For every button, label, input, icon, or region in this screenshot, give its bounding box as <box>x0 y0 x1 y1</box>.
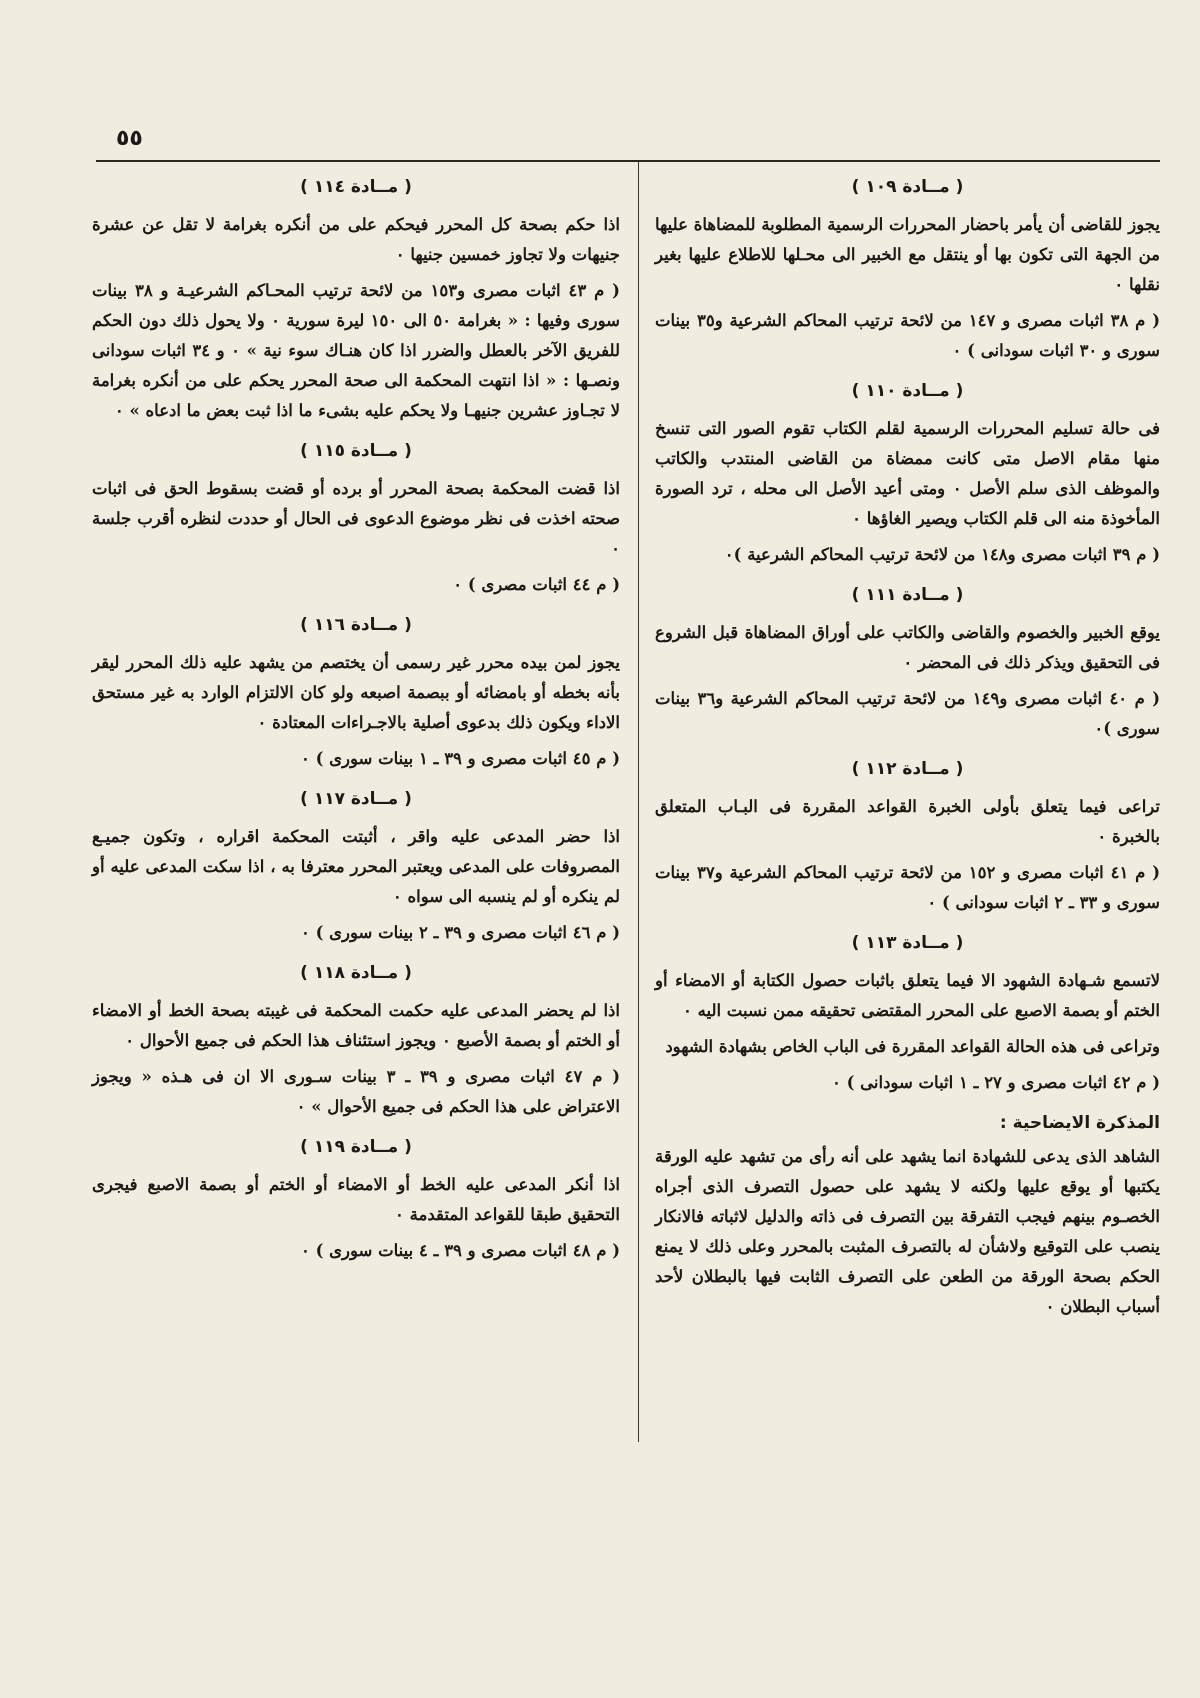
page-number: ٥٥ <box>116 126 143 151</box>
article-reference: ( م ٤٥ اثبات مصرى و ٣٩ ـ ١ بينات سورى ) ٠ <box>300 749 620 768</box>
article-111 <box>655 580 1160 744</box>
article-text: اذا حكم بصحة كل المحرر فيحكم على من أنكره بغرامة لا تقل عن عشرة جنيهات ولا تجاوز خمسين جنيها ٠ <box>92 215 620 264</box>
memo-title: المذكرة الايضاحية : <box>999 1113 1160 1133</box>
article-reference: ( م ٤١ اثبات مصرى و ١٥٢ من لائحة ترتيب المحاكم الشرعية و٣٧ بينات سورى و ٣٣ ـ ٢ اثبات سودانى ) ٠ <box>655 863 1161 912</box>
article-title: ( مــادة ١١٢ ) <box>851 759 964 779</box>
article-text: لاتسمع شـهادة الشهود الا فيما يتعلق باثبات حصول الكتابة أو الامضاء أو الختم أو بصمة الاصبع على المحرر المقتضى تحقيقه ممن نسبت اليه ٠ <box>655 971 1160 1020</box>
article-119 <box>92 1132 620 1266</box>
article-115 <box>92 436 620 600</box>
article-117 <box>92 784 620 948</box>
article-title: ( مــادة ١١٤ ) <box>300 177 412 197</box>
article-title: ( مــادة ١١٩ ) <box>300 1137 412 1157</box>
explanatory-memo <box>655 1108 1160 1322</box>
article-title: ( مــادة ١١٠ ) <box>851 381 964 401</box>
article-title: ( مــادة ١١٨ ) <box>300 963 412 983</box>
article-text-continued: وتراعى فى هذه الحالة القواعد المقررة فى الباب الخاص بشهادة الشهود <box>665 1037 1160 1056</box>
article-109 <box>655 172 1160 366</box>
article-text: يوقع الخبير والخصوم والقاضى والكاتب على أوراق المضاهاة قبل الشروع فى التحقيق ويذكر ذلك فى المحضر ٠ <box>655 623 1160 672</box>
memo-text: الشاهد الذى يدعى للشهادة انما يشهد على أنه رأى من تشهد عليه الورقة يكتبها أو يوقع عليها ولكنه لا يشهد على حصول التصرف الذى أجراه الخصـوم بينهم فيجب التفرقة بين التصرف فى ذاته والدليل لاثباته فالانكار ينصب على التوقيع ولاشأن له بالتصرف المثبت بالمحرر وعلى ذلك لا يمنع الحكم بصحة الورقة من الطعن على التصرف الثابت فيها بالبطلان لأحد أسباب البطلان ٠ <box>655 1147 1160 1316</box>
article-reference: ( م ٤٢ اثبات مصرى و ٢٧ ـ ١ اثبات سودانى ) ٠ <box>831 1073 1160 1092</box>
article-title: ( مــادة ١١٣ ) <box>851 933 964 953</box>
article-reference: ( م ٤٨ اثبات مصرى و ٣٩ ـ ٤ بينات سورى ) ٠ <box>300 1241 620 1260</box>
article-113 <box>655 928 1160 1098</box>
article-text: يجوز لمن بيده محرر غير رسمى أن يختصم من يشهد عليه ذلك المحرر ليقر بأنه بخطه أو بامضائه أو ببصمة اصبعه ولو كان الالتزام الوارد به غير مستحق الاداء ويكون ذلك بدعوى أصلية بالاجـراءات المعتادة ٠ <box>92 653 620 732</box>
article-title: ( مــادة ١٠٩ ) <box>851 177 964 197</box>
article-112 <box>655 754 1160 918</box>
left-column <box>92 168 620 1276</box>
article-text: اذا أنكر المدعى عليه الخط أو الامضاء أو الختم أو بصمة الاصبع فيجرى التحقيق طبقا للقواعد المتقدمة ٠ <box>92 1175 620 1224</box>
article-118 <box>92 958 620 1122</box>
article-reference: ( م ٤٠ اثبات مصرى و١٤٩ من لائحة ترتيب المحاكم الشرعية و٣٦ بينات سورى )٠ <box>655 689 1160 738</box>
article-title: ( مــادة ١١١ ) <box>851 585 964 605</box>
article-reference: ( م ٤٤ اثبات مصرى ) ٠ <box>453 575 620 594</box>
article-title: ( مــادة ١١٦ ) <box>300 615 412 635</box>
right-column <box>655 168 1160 1322</box>
column-divider <box>638 162 639 1442</box>
article-text: اذا قضت المحكمة بصحة المحرر أو برده أو قضت بسقوط الحق فى اثبات صحته اخذت فى نظر موضوع الدعوى فى الحال أو حددت لنظره أقرب جلسة ٠ <box>92 479 620 558</box>
article-reference: ( م ٤٣ اثبات مصرى و١٥٣ من لائحة ترتيب المحـاكم الشرعيـة و ٣٨ بينات سورى وفيها : « بغرامة ٥٠ الى ١٥٠ ليرة سورية ٠ ولا يحول ذلك دون الحكم للفريق الآخر بالعطل والضرر اذا كان هنـاك سوء نية » ٠ و ٣٤ اثبات سودانى ونصـها : « اذا انتهت المحكمة الى صحة المحرر يحكم على من أنكره بغرامة لا تجـاوز عشرين جنيهـا ولا يحكم عليه بشىء ما اذا ثبت بعض ما ادعاه » ٠ <box>92 281 620 420</box>
article-reference: ( م ٣٩ اثبات مصرى و١٤٨ من لائحة ترتيب المحاكم الشرعية )٠ <box>724 545 1160 564</box>
article-title: ( مــادة ١١٧ ) <box>300 789 412 809</box>
article-text: تراعى فيما يتعلق بأولى الخبرة القواعد المقررة فى البـاب المتعلق بالخبرة ٠ <box>655 797 1160 846</box>
article-text: اذا حضر المدعى عليه واقر ، أثبتت المحكمة اقراره ، وتكون جميـع المصروفات على المدعى ويعتبر المحرر معترفا به ، اذا سكت المدعى عليه أو لم ينكره أو لم ينسبه الى سواه ٠ <box>92 827 620 906</box>
article-reference: ( م ٤٧ اثبات مصرى و ٣٩ ـ ٣ بينات سـورى الا ان فى هـذه « ويجوز الاعتراض على هذا الحكم فى جميع الأحوال » ٠ <box>92 1067 620 1116</box>
article-title: ( مــادة ١١٥ ) <box>300 441 412 461</box>
article-reference: ( م ٣٨ اثبات مصرى و ١٤٧ من لائحة ترتيب المحاكم الشرعية و٣٥ بينات سورى و ٣٠ اثبات سودانى ) ٠ <box>655 311 1161 360</box>
article-114 <box>92 172 620 426</box>
header-rule <box>96 160 1160 162</box>
article-text: يجوز للقاضى أن يأمر باحضار المحررات الرسمية المطلوبة للمضاهاة عليها من الجهة التى تكون بها أو ينتقل مع الخبير الى محـلها للاطلاع عليها بغير نقلها ٠ <box>655 215 1160 294</box>
article-110 <box>655 376 1160 570</box>
article-text: اذا لم يحضر المدعى عليه حكمت المحكمة فى غيبته بصحة الخط أو الامضاء أو الختم أو بصمة الأصبع ٠ ويجوز استئناف هذا الحكم فى جميع الأحوال ٠ <box>92 1001 620 1050</box>
article-116 <box>92 610 620 774</box>
article-reference: ( م ٤٦ اثبات مصرى و ٣٩ ـ ٢ بينات سورى ) ٠ <box>300 923 620 942</box>
article-text: فى حالة تسليم المحررات الرسمية لقلم الكتاب تقوم الصور التى تنسخ منها مقام الاصل متى كانت ممضاة من القاضى المنتدب والكاتب والموظف الذى سلم الأصل ٠ ومتى أعيد الأصل الى محله ، ترد الصورة المأخوذة منه الى قلم الكتاب ويصير الغاؤها ٠ <box>655 419 1161 528</box>
